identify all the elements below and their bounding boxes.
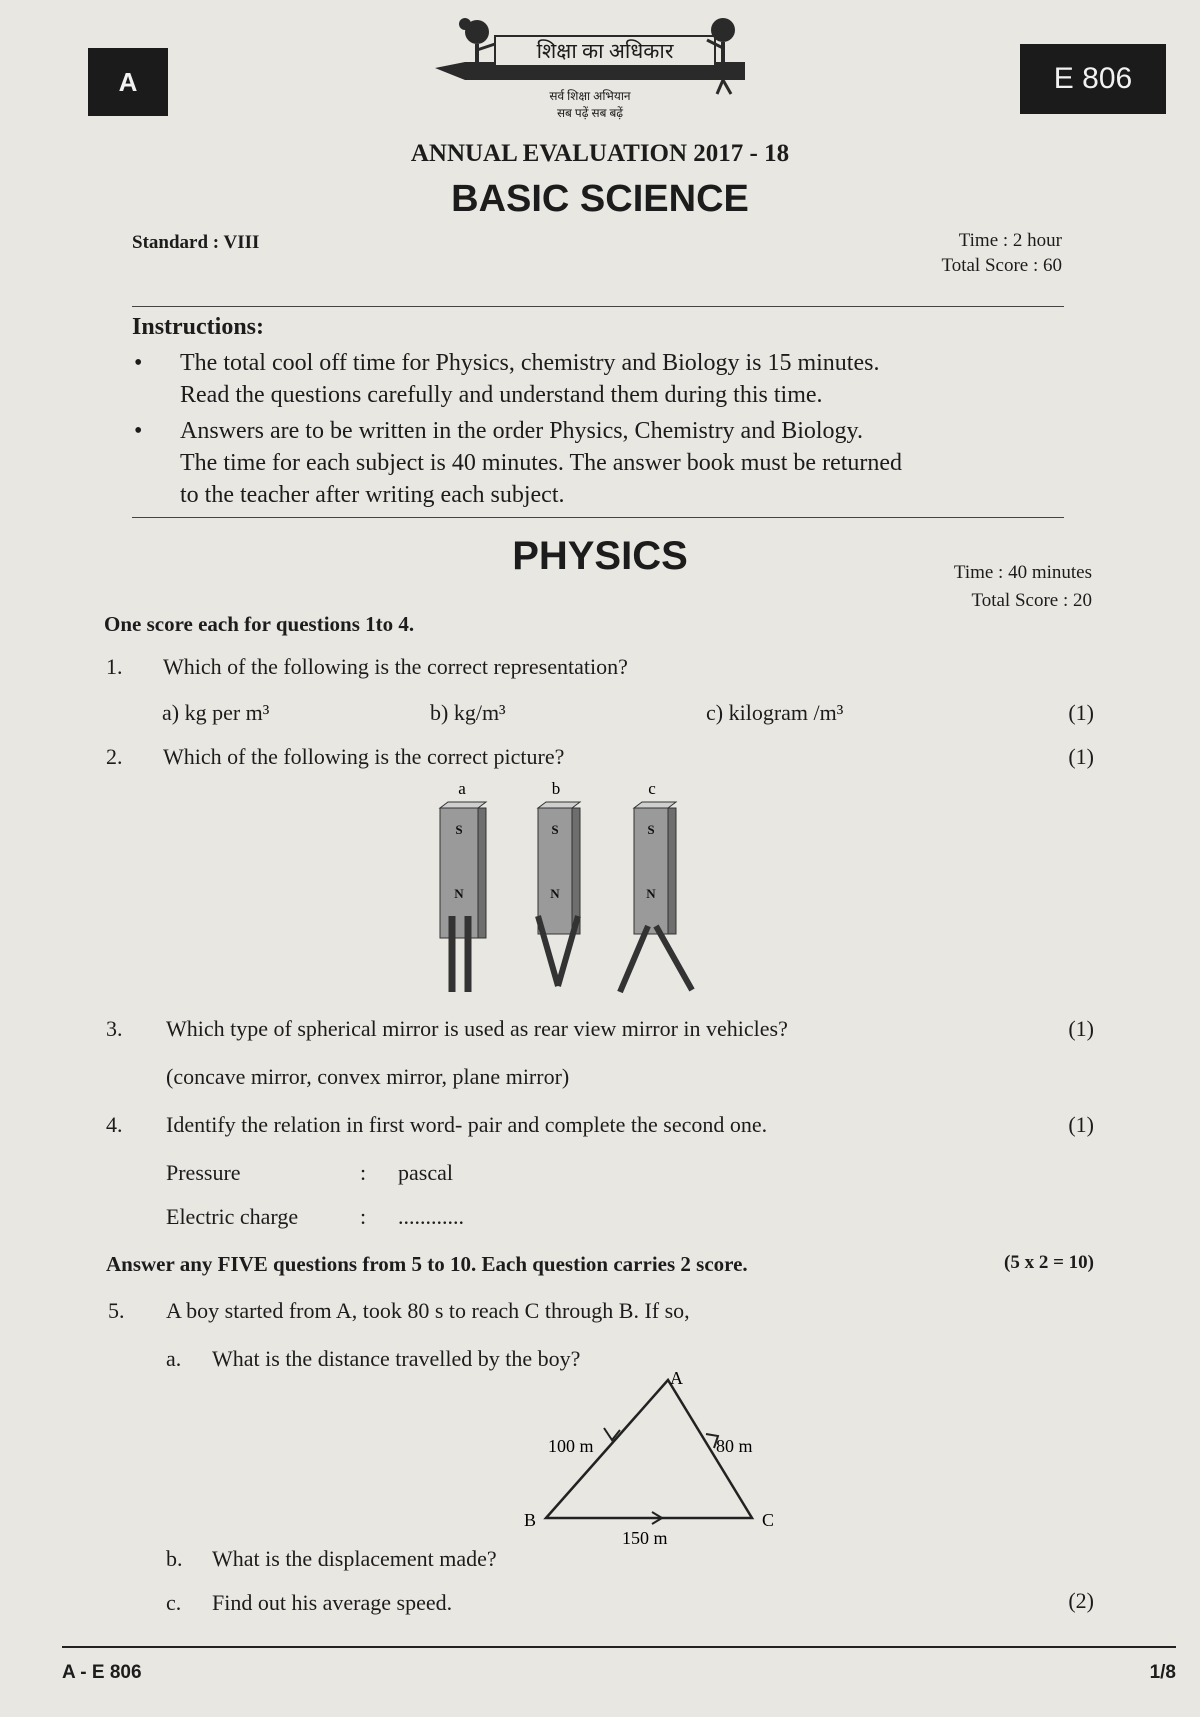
q4-text: Identify the relation in first word- pair and complete the second one. — [166, 1112, 768, 1137]
instructions-heading: Instructions: — [132, 314, 265, 340]
q5c-text: Find out his average speed. — [212, 1590, 453, 1615]
q1-number: 1. — [106, 654, 123, 679]
q3-text: Which type of spherical mirror is used as rear view mirror in vehicles? — [166, 1016, 788, 1041]
physics-time: Time : 40 minutes — [953, 562, 1092, 583]
magnet-a-pole-n: N — [454, 886, 464, 901]
subject-title: BASIC SCIENCE — [451, 178, 749, 220]
magnet-b-label: b — [551, 779, 561, 798]
magnet-a — [440, 802, 486, 992]
section2-marks: (5 x 2 = 10) — [1004, 1252, 1094, 1273]
set-code: A — [118, 66, 138, 97]
standard-label: Standard : VIII — [132, 232, 260, 253]
q3-mark: (1) — [1068, 1016, 1094, 1041]
paper-code: E 806 — [1053, 62, 1133, 95]
divider-top — [132, 306, 1064, 307]
bullet-1: • — [134, 350, 143, 376]
q4-mark: (1) — [1068, 1112, 1094, 1137]
child-left-icon — [459, 18, 495, 62]
magnet-c-label: c — [648, 779, 656, 798]
q4-pair1-right: pascal — [398, 1160, 453, 1185]
q1-option-a: a) kg per m³ — [162, 700, 270, 725]
instruction-2-line1: Answers are to be written in the order Physics, Chemistry and Biology. — [180, 418, 863, 444]
q4-pair2-sep: : — [360, 1204, 367, 1229]
magnet-b — [538, 802, 580, 986]
physics-total-score: Total Score : 20 — [971, 590, 1092, 611]
footer-divider — [62, 1646, 1176, 1648]
magnets-figure — [420, 776, 710, 996]
q5a-label: a. — [166, 1346, 182, 1371]
q5-number: 5. — [108, 1298, 125, 1323]
footer-code: A - E 806 — [62, 1662, 142, 1683]
exam-total-score: Total Score : 60 — [941, 255, 1062, 276]
point-b-label: B — [524, 1510, 537, 1530]
q5-text: A boy started from A, took 80 s to reach C through B. If so, — [166, 1298, 690, 1323]
q5b-text: What is the displacement made? — [212, 1546, 497, 1571]
divider-instructions — [132, 517, 1064, 518]
magnet-a-pole-s: S — [455, 822, 463, 837]
bullet-2: • — [134, 418, 143, 444]
q4-pair2-left: Electric charge — [166, 1204, 299, 1229]
q4-number: 4. — [106, 1112, 123, 1137]
logo-banner-text: शिक्षा का अधिकार — [536, 39, 674, 63]
q4-pair1-sep: : — [360, 1160, 367, 1185]
q1-text: Which of the following is the correct representation? — [163, 654, 628, 679]
logo-line2: सब पढ़ें सब बढ़ें — [556, 106, 624, 120]
instruction-2-line3: to the teacher after writing each subject. — [180, 482, 565, 508]
q3-options: (concave mirror, convex mirror, plane mirror) — [166, 1064, 570, 1089]
q1-mark: (1) — [1068, 700, 1094, 725]
exam-time: Time : 2 hour — [958, 230, 1062, 251]
instruction-1-line1: The total cool off time for Physics, chemistry and Biology is 15 minutes. — [180, 350, 880, 376]
paper-code-box — [1020, 44, 1166, 114]
q5a-text: What is the distance travelled by the boy? — [212, 1346, 581, 1371]
magnet-b-pole-n: N — [550, 886, 560, 901]
q4-pair2-answer-blank: ............ — [398, 1204, 464, 1229]
side-ac-label: 80 m — [716, 1436, 753, 1456]
q2-mark: (1) — [1068, 744, 1094, 769]
side-bc-label: 150 m — [622, 1528, 668, 1548]
q5c-label: c. — [166, 1590, 182, 1615]
magnet-b-pole-s: S — [551, 822, 559, 837]
q2-text: Which of the following is the correct picture? — [163, 744, 565, 769]
triangle-diagram — [520, 1364, 790, 1550]
magnet-c-pole-s: S — [647, 822, 655, 837]
logo-line1: सर्व शिक्षा अभियान — [549, 89, 631, 103]
q1-option-c: c) kilogram /m³ — [706, 700, 844, 725]
physics-title: PHYSICS — [512, 534, 688, 578]
q3-number: 3. — [106, 1016, 123, 1041]
q2-number: 2. — [106, 744, 123, 769]
rte-logo — [425, 10, 755, 122]
side-ab-label: 100 m — [548, 1436, 594, 1456]
point-c-label: C — [762, 1510, 775, 1530]
set-code-box — [88, 48, 168, 116]
exam-title: ANNUAL EVALUATION 2017 - 18 — [410, 140, 790, 167]
magnet-c-pole-n: N — [646, 886, 656, 901]
instruction-1-line2: Read the questions carefully and understand them during this time. — [180, 382, 823, 408]
q4-pair1-left: Pressure — [166, 1160, 241, 1185]
section1-heading: One score each for questions 1to 4. — [104, 612, 415, 636]
footer-page-number: 1/8 — [1149, 1662, 1176, 1683]
magnet-c — [620, 802, 692, 992]
q1-option-b: b) kg/m³ — [430, 700, 506, 725]
section2-heading: Answer any FIVE questions from 5 to 10. Each question carries 2 score. — [106, 1252, 748, 1276]
point-a-label: A — [670, 1368, 683, 1388]
magnet-a-label: a — [458, 779, 466, 798]
instruction-2-line2: The time for each subject is 40 minutes. The answer book must be returned — [180, 450, 903, 476]
q5-mark: (2) — [1068, 1588, 1094, 1613]
q5b-label: b. — [166, 1546, 183, 1571]
